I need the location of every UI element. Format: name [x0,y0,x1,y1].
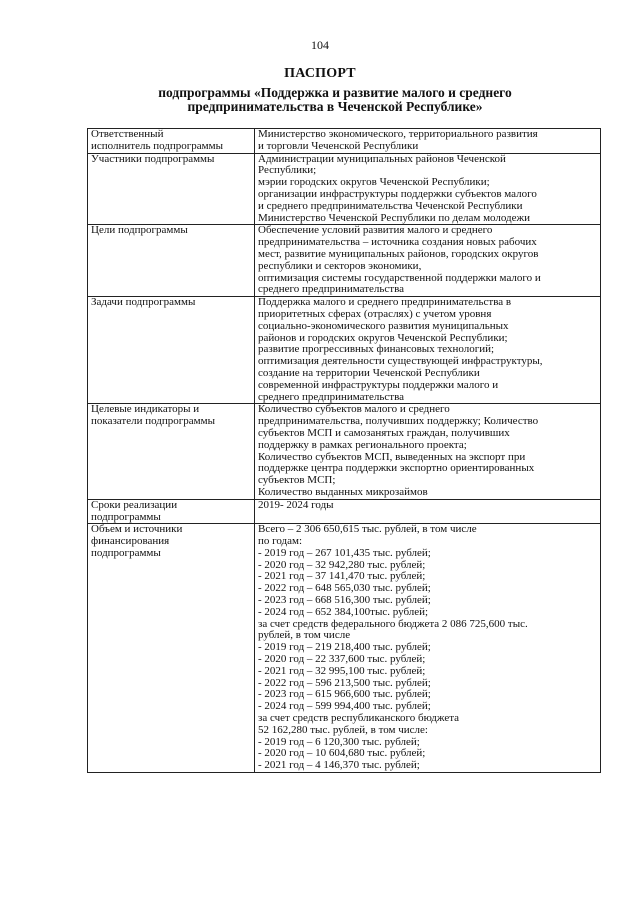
row-content-line: Поддержка малого и среднего предпринимательства в [258,296,512,309]
row-label-line: подпрограммы [91,546,161,559]
row-content-line: предпринимательства – источника создания новых рабочих [258,236,537,249]
row-content-cell [255,225,601,297]
row-content-line: республики и секторов экономики, [258,259,422,272]
row-content-line: и среднего предпринимательства Чеченской Республики [258,199,523,212]
row-label-line: Ответственный [91,128,164,140]
row-content-line: социально-экономического развития муниципальных [258,319,509,332]
row-content-line: развитие прогрессивных финансовых технологий; [258,343,495,356]
row-content-line: - 2024 год – 599 994,400 тыс. рублей; [258,700,431,713]
row-content-line: Количество субъектов МСП, выведенных на экспорт при [258,450,526,463]
row-label-line: финансирования [91,535,170,548]
row-content-line: 2019- 2024 годы [258,498,334,511]
row-content-line: Министерство Чеченской Республики по делам молодежи [258,211,531,224]
row-content-line: 52 162,280 тыс. рублей, в том числе: [258,723,428,736]
row-content-line: - 2022 год – 648 565,030 тыс. рублей; [258,582,431,595]
row-content-line: мэрии городских округов Чеченской Республики; [258,176,490,189]
row-content-line: среднего предпринимательства [258,390,405,403]
subtitle-line: предпринимательства в Чеченской Республике» [187,99,483,114]
table-row [88,524,601,773]
row-content-cell [255,524,601,773]
table-row [88,404,601,499]
row-label-cell [88,297,255,404]
row-content-line: по годам: [258,535,303,548]
row-content-line: - 2023 год – 615 966,600 тыс. рублей; [258,688,431,701]
row-content-line: Обеспечение условий развития малого и среднего [258,224,493,237]
row-content-line: приоритетных сферах (отраслях) с учетом уровня [258,307,492,320]
row-content-line: Всего – 2 306 650,615 тыс. рублей, в том числе [258,523,477,536]
row-content-line: и торговли Чеченской Республики [258,139,419,152]
row-label-line: Задачи подпрограммы [91,296,196,309]
row-content-line: Министерство экономического, территориального развития [258,128,538,140]
row-label-cell [88,153,255,225]
passport-table-body [88,129,601,773]
row-content-cell [255,129,601,154]
table-row [88,225,601,297]
row-content-line: Республики; [258,164,317,177]
row-content-line: - 2020 год – 22 337,600 тыс. рублей; [258,653,426,666]
row-label-line: исполнитель подпрограммы [91,139,223,152]
row-content-line: - 2023 год – 668 516,300 тыс. рублей; [258,594,431,607]
row-content-line: рублей, в том числе [258,629,351,642]
row-content-line: предпринимательства, получивших поддержку; Количество [258,415,539,428]
row-content-cell [255,153,601,225]
row-content-line: Количество субъектов малого и среднего [258,403,450,416]
row-content-line: Администрации муниципальных районов Чеченской [258,152,506,165]
row-content-line: - 2021 год – 32 995,100 тыс. рублей; [258,664,426,677]
row-content-line: оптимизация системы государственной поддержки малого и [258,271,541,284]
passport-table [87,128,601,773]
row-content-cell [255,499,601,524]
page-number: 104 [311,38,329,52]
row-content-line: среднего предпринимательства [258,283,405,296]
row-content-line: мест, развитие муниципальных районов, городских округов [258,247,539,260]
page-title: ПАСПОРТ [284,66,356,81]
row-content-line: районов и городских округов Чеченской Республики; [258,331,508,344]
row-content-line: поддержке центра поддержки экспортно ориентированных [258,462,535,475]
row-content-line: - 2022 год – 596 213,500 тыс. рублей; [258,676,431,689]
table-row [88,153,601,225]
row-content-line: за счет средств федерального бюджета 2 086 725,600 тыс. [258,617,528,630]
row-label-cell [88,524,255,773]
row-label-line: Объем и источники [91,523,183,536]
row-content-line: субъектов МСП и самозанятых граждан, получивших [258,426,510,439]
row-content-line: современной инфраструктуры поддержки малого и [258,378,499,391]
row-content-line: за счет средств республиканского бюджета [258,712,460,725]
row-content-cell [255,297,601,404]
row-content-line: - 2020 год – 10 604,680 тыс. рублей; [258,747,426,760]
row-content-line: создание на территории Чеченской Республики [258,366,480,379]
row-label-line: подпрограммы [91,510,161,523]
row-label-line: Целевые индикаторы и [91,403,200,416]
row-content-line: - 2019 год – 219 218,400 тыс. рублей; [258,641,431,654]
row-content-line: - 2021 год – 4 146,370 тыс. рублей; [258,759,420,772]
row-label-line: Участники подпрограммы [91,152,215,165]
row-content-line: - 2020 год – 32 942,280 тыс. рублей; [258,558,426,571]
row-label-line: показатели подпрограммы [91,415,215,428]
row-label-cell [88,499,255,524]
row-content-line: поддержку в рамках регионального проекта; [258,438,467,451]
page-subtitle [150,86,520,114]
row-content-line: - 2019 год – 6 120,300 тыс. рублей; [258,735,420,748]
row-content-cell [255,404,601,499]
row-content-line: оптимизация деятельности существующей инфраструктуры, [258,355,543,368]
row-content-line: Количество выданных микрозаймов [258,485,428,498]
row-label-cell [88,404,255,499]
row-content-line: - 2021 год – 37 141,470 тыс. рублей; [258,570,426,583]
row-label-line: Сроки реализации [91,498,178,511]
row-content-line: - 2019 год – 267 101,435 тыс. рублей; [258,546,431,559]
table-row [88,499,601,524]
row-label-cell [88,129,255,154]
row-content-line: субъектов МСП; [258,474,336,487]
row-label-cell [88,225,255,297]
row-label-line: Цели подпрограммы [91,224,188,237]
row-content-line: - 2024 год – 652 384,100тыс. рублей; [258,605,429,618]
row-content-line: организации инфраструктуры поддержки субъектов малого [258,187,537,200]
table-row [88,297,601,404]
table-row [88,129,601,154]
subtitle-line: подпрограммы «Поддержка и развитие малого и среднего [158,85,512,100]
